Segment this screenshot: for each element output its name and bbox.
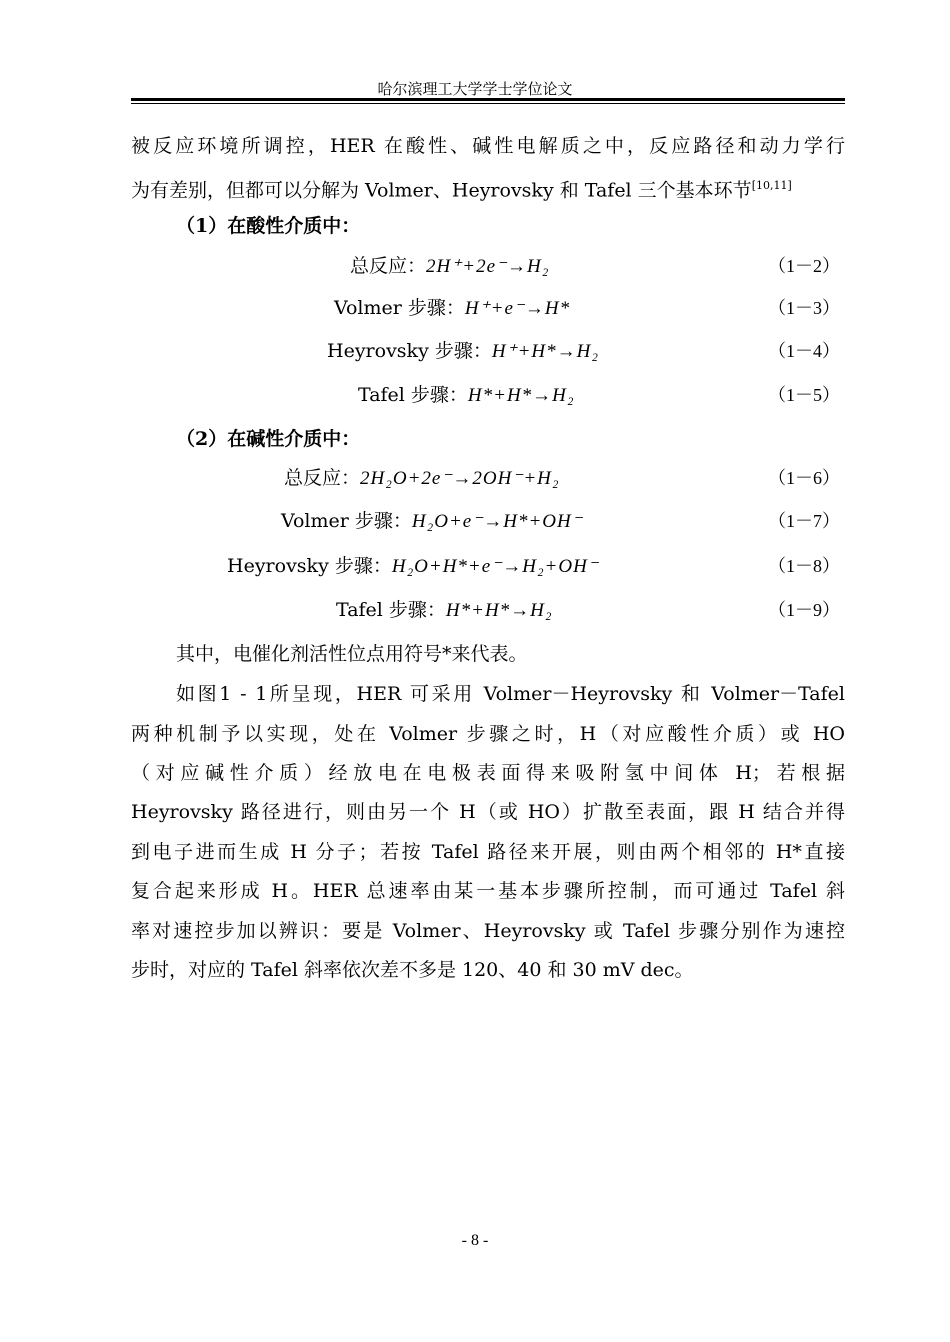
equation-1-4 — [327, 338, 599, 365]
equation-formula: 2H₂O+2e⁻→2OH⁻+H₂ — [360, 468, 560, 489]
paragraph2-line: Heyrovsky 路径进行，则由另一个 H（或 HO）扩散至表面，跟 H 结合并得 — [131, 801, 845, 823]
equation-label: 总反应： — [350, 255, 427, 277]
paragraph2-line: 步时，对应的 Tafel 斜率依次差不多是 120、40 和 30 mV dec。 — [131, 959, 694, 981]
running-header: 哈尔滨理工大学学士学位论文 — [377, 80, 573, 98]
equation-1-9 — [336, 597, 553, 624]
equation-1-8 — [227, 553, 599, 580]
equation-1-2 — [350, 253, 549, 280]
equation-number: （1－7） — [768, 511, 840, 531]
equation-number: （1－9） — [768, 600, 840, 620]
paragraph2-line: 如图1 - 1所呈现，HER 可采用 Volmer－Heyrovsky 和 Volmer－Tafel — [176, 683, 845, 705]
equation-1-5 — [358, 382, 575, 409]
paragraph1-line2 — [131, 174, 845, 202]
equation-label: Tafel 步骤： — [336, 599, 446, 621]
paragraph1-line2-text: 为有差别，但都可以分解为 Volmer、Heyrovsky 和 Tafel 三个基本环节 — [131, 179, 752, 202]
equation-formula: H⁺+e⁻→H* — [464, 298, 571, 319]
paragraph1-line1: 被反应环境所调控，HER 在酸性、碱性电解质之中，反应路径和动力学行 — [131, 135, 845, 157]
header-rule-thin — [131, 103, 845, 104]
note-line: 其中，电催化剂活性位点用符号*来代表。 — [176, 643, 528, 665]
header-rule-thick — [131, 98, 845, 101]
page-number: - 8 - — [461, 1232, 489, 1249]
equation-number: （1－2） — [768, 256, 840, 276]
equation-number: （1－6） — [768, 468, 840, 488]
equation-1-6 — [284, 465, 559, 492]
alkaline-heading: （2）在碱性介质中： — [176, 428, 361, 450]
paragraph2-line: （对应碱性介质）经放电在电极表面得来吸附氢中间体 H；若根据 — [131, 762, 845, 784]
equation-number: （1－4） — [768, 341, 840, 361]
equation-formula: H⁺+H*→H₂ — [491, 341, 599, 362]
acid-heading: （1）在酸性介质中： — [176, 215, 361, 237]
equation-formula: H*+H*→H₂ — [467, 385, 575, 406]
equation-formula: H₂O+H*+e⁻→H₂+OH⁻ — [391, 556, 599, 577]
equation-number: （1－3） — [768, 298, 840, 318]
citation-ref: [10,11] — [751, 179, 792, 192]
equation-1-7 — [281, 508, 583, 535]
equation-formula: 2H⁺+2e⁻→H₂ — [426, 256, 550, 277]
equation-number: （1－5） — [768, 385, 840, 405]
equation-number: （1－8） — [768, 556, 840, 576]
equation-formula: H₂O+e⁻→H*+OH⁻ — [411, 511, 583, 532]
paragraph2-line: 复合起来形成 H。HER 总速率由某一基本步骤所控制，而可通过 Tafel 斜 — [131, 880, 845, 902]
equation-label: 总反应： — [284, 467, 361, 489]
equation-label: Heyrovsky 步骤： — [227, 555, 392, 577]
paragraph2-line: 两种机制予以实现，处在 Volmer 步骤之时，H（对应酸性介质）或 HO — [131, 723, 845, 745]
paragraph2-line: 到电子进而生成 H 分子；若按 Tafel 路径来开展，则由两个相邻的 H*直接 — [131, 841, 845, 863]
equation-label: Volmer 步骤： — [281, 510, 412, 532]
equation-1-3 — [334, 295, 570, 322]
equation-label: Heyrovsky 步骤： — [327, 340, 492, 362]
paragraph2-line: 率对速控步加以辨识：要是 Volmer、Heyrovsky 或 Tafel 步骤分别作为速控 — [131, 920, 845, 942]
equation-formula: H*+H*→H₂ — [445, 600, 553, 621]
equation-label: Tafel 步骤： — [358, 384, 468, 406]
equation-label: Volmer 步骤： — [334, 297, 465, 319]
